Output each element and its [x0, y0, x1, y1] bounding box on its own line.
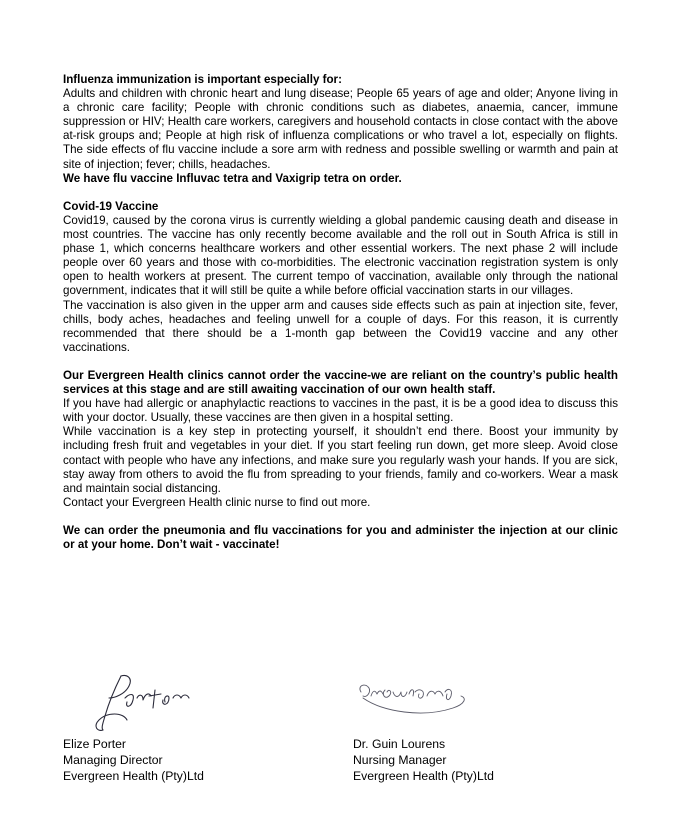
spacer — [63, 186, 618, 200]
spacer — [63, 510, 618, 524]
handwritten-signature-porter — [63, 668, 203, 736]
protect-paragraph: While vaccination is a key step in protecting yourself, it shouldn’t end there. Boost your immunity by including fresh fruit and vegetables in your diet. If you start feeling run down, get more sleep. Avoid close contact with people who have any infections, and make sure you regularly wash your hands. If you are sick, stay away from others to avoid the flu from spreading to your friends, family and co-workers. Wear a mask and maintain social distancing. — [63, 425, 618, 495]
signatory-title: Managing Director — [63, 753, 163, 767]
signatory-right — [353, 668, 573, 784]
allergy-paragraph: If you have had allergic or anaphylactic reactions to vaccines in the past, it is be a good idea to discuss this with your doctor. Usually, these vaccines are then given in a hospital setting. — [63, 397, 618, 425]
influenza-closing: We have flu vaccine Influvac tetra and Vaxigrip tetra on order. — [63, 171, 402, 185]
signatory-company: Evergreen Health (Pty)Ltd — [63, 769, 204, 783]
clinics-notice: Our Evergreen Health clinics cannot order the vaccine-we are reliant on the country’s public health services at this stage and are still awaiting vaccination of our own health staff. — [63, 368, 618, 397]
closing-message: We can order the pneumonia and flu vaccinations for you and administer the injection at our clinic or at your home. Don’t wait - vaccinate! — [63, 524, 618, 552]
signatory-name: Dr. Guin Lourens — [353, 737, 446, 751]
influenza-body: Adults and children with chronic heart and lung disease; People 65 years of age and older; Anyone living in a chronic care facility; People with chronic conditions such as diabetes, anaemia, cancer, immune suppression or HIV; Health care workers, caregivers and household contacts in close contact with the above at-risk groups and; People at high risk of influenza complications or who travel a lot, especially on flights. The side effects of flu vaccine include a sore arm with redness and possible swelling or warmth and pain at site of injection; fever; chills, headaches. — [63, 87, 618, 171]
handwritten-signature-lourens — [353, 668, 493, 736]
signatory-company: Evergreen Health (Pty)Ltd — [353, 769, 494, 783]
signatory-name: Elize Porter — [63, 737, 126, 751]
covid-heading: Covid-19 Vaccine — [63, 199, 159, 213]
signatory-left — [63, 668, 283, 784]
letter-body — [63, 73, 618, 552]
signature-section — [63, 668, 618, 798]
spacer — [63, 355, 618, 369]
signatory-title: Nursing Manager — [353, 753, 447, 767]
influenza-heading: Influenza immunization is important especially for: — [63, 73, 342, 86]
contact-line: Contact your Evergreen Health clinic nurse to find out more. — [63, 495, 371, 509]
covid-paragraph-2: The vaccination is also given in the upper arm and causes side effects such as pain at injection site, fever, chills, body aches, headaches and feeling unwell for a couple of days. For this reason, it is currently recommended that there should be a 1-month gap between the Covid19 vaccine and any other vaccinations. — [63, 298, 618, 354]
covid-paragraph-1: Covid19, caused by the corona virus is currently wielding a global pandemic causing death and disease in most countries. The vaccine has only recently become available and the roll out in South Africa is still in phase 1, which concerns healthcare workers and other essential workers. The next phase 2 will include people over 60 years and those with co-morbidities. The electronic vaccination registration system is only open to health workers at present. The current tempo of vaccination, available only through the national government, indicates that it will still be quite a while before official vaccination starts in our villages. — [63, 213, 618, 298]
